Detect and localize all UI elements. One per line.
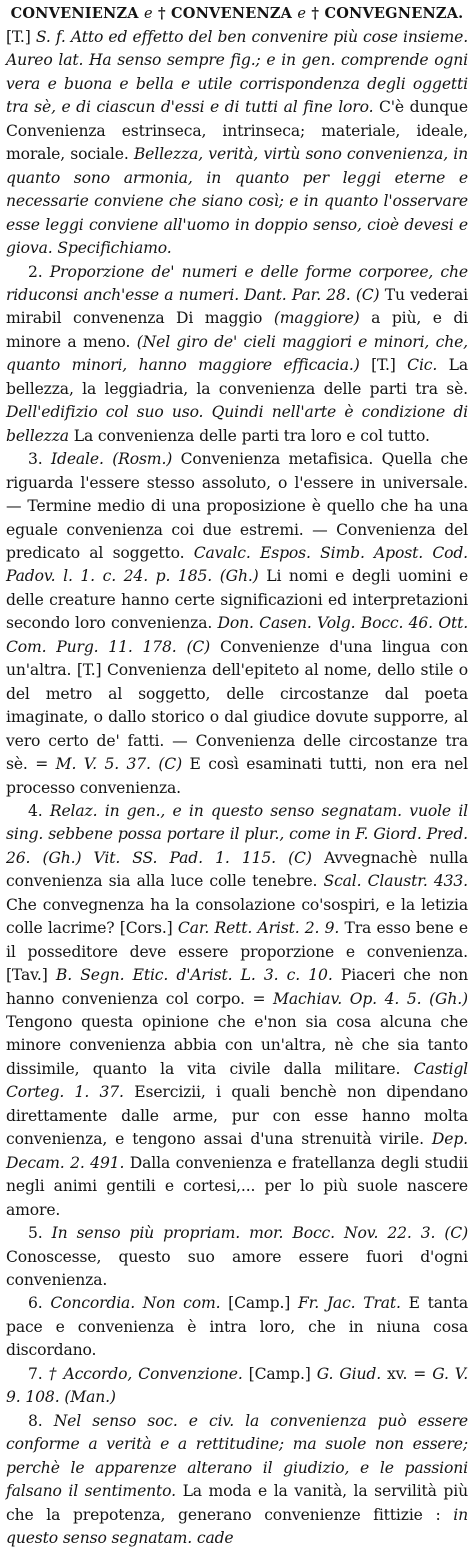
- gloss: (Nel giro de' cieli maggiori e minori, che, quanto minori, hanno maggiore efficacia.): [6, 332, 468, 375]
- quotation: Tengono questa opinione che e'non sia cosa alcuna che minore convenienza abbia con un'altra, nè che sia tanto dissimile, quanto la vita civile dalla militare.: [6, 1013, 468, 1078]
- source-tag: (C): [186, 637, 211, 656]
- quotation: xv. =: [387, 1364, 427, 1383]
- source-tag: [Camp.]: [248, 1364, 311, 1383]
- quotation: a più, e di minore a meno.: [6, 309, 469, 351]
- sense-6: [6, 1292, 468, 1362]
- source-tag: [Camp.]: [228, 1294, 291, 1313]
- citation: Don. Casen. Volg. Bocc. 46. Ott. Com. Purg. 11. 178.: [6, 614, 468, 656]
- quotation: Convenienze d'una lingua con un'altra.: [6, 637, 468, 680]
- citation: G. V. 9. 108.: [6, 1364, 468, 1407]
- quotation: Che convegnenza ha la consolazione co'sospiri, e la letizia colle lacrime?: [6, 895, 468, 938]
- quotation: La moda e la vanità, la servilità più che la prepotenza, generano convenienze fittizie :: [6, 1482, 468, 1524]
- definition: Ideale.: [50, 450, 104, 469]
- sense-3: [6, 448, 468, 800]
- source-tag: (C): [158, 755, 183, 774]
- entry-heading: [6, 2, 468, 26]
- source-tag: [T.]: [76, 661, 102, 680]
- quotation: Dalla convenienza e fratellanza degli studii negli animi gentili e cortesi,... per lo più suole nascere amore.: [6, 1153, 469, 1219]
- sense-number: 5.: [28, 1224, 43, 1243]
- definition: Relaz. in gen., e in questo senso segnatam. vuole il sing. sebbene possa portare il plur., come in F. Giord. Pred. 26. (Gh.) Vit. SS. Pad. 1. 115.: [6, 801, 468, 867]
- text: C'è dunque Convenienza estrinseca, intrinseca; materiale, ideale, morale, sociale.: [6, 98, 468, 164]
- tag-tommaseo: [T.]: [6, 28, 31, 46]
- sense-number: 2.: [28, 262, 43, 281]
- heading-conjunction: e: [143, 6, 153, 22]
- quotation: E così esaminati tutti, non era nel processo convenienza.: [6, 755, 469, 797]
- quotation: Piaceri che non hanno convenienza col corpo. =: [6, 966, 469, 1008]
- sense-4: [6, 800, 468, 1222]
- sense-2: [6, 261, 468, 449]
- sense-number: 4.: [28, 801, 43, 820]
- citation: Scal. Claustr. 433.: [323, 872, 468, 891]
- quotation: Convenienza dell'epiteto al nome, dello stile o del metro al soggetto, delle circostanze dal poeta imaginate, o dallo storico o dal giudice dovute supporre, al vero certo de' fatti. — Convenienza delle circostanze tra sè. =: [6, 661, 468, 774]
- sense-5: [6, 1222, 468, 1292]
- quotation: E tanta pace e convenienza è intra loro, che in niuna cosa discordano.: [6, 1294, 469, 1360]
- source-tag: [Tav.]: [6, 966, 48, 985]
- citation: G. Giud.: [316, 1364, 381, 1383]
- sense-8: [6, 1410, 468, 1550]
- source-tag: (C): [288, 848, 312, 867]
- quotation: Conoscesse, questo suo amore essere fuori d'ogni convenienza.: [6, 1247, 468, 1290]
- headword-convegnenza: † CONVEGNENZA.: [311, 5, 464, 22]
- quotation: Tu vederai mirabil convenenza Di maggio: [6, 285, 469, 328]
- citation: Cic.: [407, 356, 438, 375]
- sense-number: 8.: [28, 1411, 43, 1430]
- quotation: Li nomi e degli uomini e delle creature hanno certe significazioni ed interpretazioni secondo loro convenienza.: [6, 567, 469, 633]
- definition: Proporzione de' numeri e delle forme corporee, che riduconsi anch'esse a numeri. Dant. Par. 28.: [6, 262, 468, 304]
- citation: Dep. Decam. 2. 491.: [6, 1130, 468, 1172]
- source-tag: [T.]: [371, 356, 396, 375]
- headword-convenienza: CONVENIENZA: [10, 5, 139, 22]
- source-tag: (Man.): [64, 1388, 116, 1407]
- source-tag: (Rosm.): [112, 450, 173, 469]
- definition: Nel senso soc. e civ. la convenienza può essere conforme a verità e a rettitudine; ma suole non essere; perchè le apparenze alterano il giudizio, e le passioni falsano il sentimento.: [6, 1411, 468, 1501]
- source-tag: (C): [444, 1224, 469, 1243]
- citation: Machiav. Op. 4. 5.: [273, 989, 422, 1008]
- gloss: Dell'edifizio col suo uso. Quindi nell'arte è condizione di bellezza: [6, 403, 468, 445]
- source-tag: (Gh.): [219, 567, 259, 586]
- source-tag: [Cors.]: [119, 919, 173, 938]
- definition: In senso più propriam. mor. Bocc. Nov. 22. 3.: [51, 1224, 436, 1243]
- definition: Atto ed effetto del ben convenire più cose insieme. Aureo lat. Ha senso sempre fig.; e in gen. comprende ogni vera e buona e bella e utile corrispondenza degli oggetti tra sè, e di ciascun d'essi e di tutti al fine loro.: [6, 28, 469, 117]
- quotation: Tra esso bene e il posseditore deve essere proporzione e convenienza.: [6, 919, 468, 961]
- gloss: in questo senso segnatam. cade: [6, 1505, 468, 1547]
- headword-convenenza: † CONVENENZA: [157, 5, 293, 22]
- sense-number: 3.: [28, 450, 43, 469]
- citation: Castigl Corteg. 1. 37.: [6, 1059, 468, 1102]
- quotation: Convenienza metafisica. Quella che riguarda l'essere stesso assoluto, o l'essere in universale. — Termine medio di una proposizione è quello che ha una eguale convenienza coi due estremi. — Convenienza del predicato al soggetto.: [6, 450, 468, 562]
- sense-number: 6.: [28, 1294, 43, 1313]
- sense-number: 7.: [28, 1364, 43, 1383]
- citation: Cavalc. Espos. Simb. Apost. Cod. Padov. l. 1. c. 24. p. 185.: [6, 543, 468, 586]
- definition: Concordia. Non com.: [50, 1294, 221, 1313]
- quotation: Avvegnachè nulla convenienza sia alla luce colle tenebre.: [6, 848, 469, 891]
- source-tag: (C): [355, 285, 380, 304]
- sense-7: [6, 1363, 468, 1410]
- part-of-speech: S. f.: [35, 28, 66, 46]
- gloss: (maggiore): [273, 309, 360, 328]
- quotation: La convenienza delle parti tra loro e col tutto.: [73, 426, 430, 445]
- citation: M. V. 5. 37.: [55, 755, 151, 774]
- heading-conjunction: e: [297, 6, 307, 22]
- definition: Bellezza, verità, virtù sono convenienza, in quanto sono armonia, in quanto per leggi eterne e necessarie conviene che siano così; e in quanto l'osservare esse leggi conviene all'uomo in doppio senso, cioè devesi e giova. Specifichiamo.: [6, 145, 468, 258]
- quotation: Esercizii, i quali benchè non dipendano direttamente dalle arme, pur con esse hanno molta convenienza, e tengono assai d'una strenuità virile.: [6, 1083, 468, 1149]
- source-tag: (Gh.): [429, 989, 468, 1008]
- citation: B. Segn. Etic. d'Arist. L. 3. c. 10.: [55, 966, 333, 985]
- citation: Car. Rett. Arist. 2. 9.: [177, 919, 340, 938]
- citation: Fr. Jac. Trat.: [298, 1294, 401, 1313]
- entry-intro: [6, 26, 468, 261]
- definition: † Accordo, Convenzione.: [48, 1364, 243, 1383]
- quotation: La bellezza, la leggiadria, la convenienza delle parti tra sè.: [6, 356, 468, 398]
